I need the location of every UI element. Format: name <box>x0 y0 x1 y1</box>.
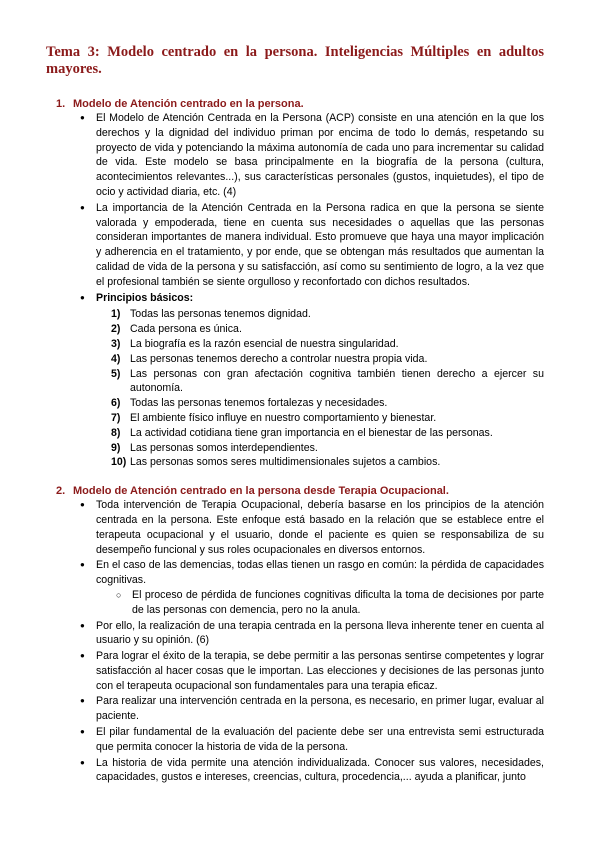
list-item: ● Por ello, la realización de una terapia centrada en la persona lleva inherente tener en cuenta al usuario y su opinión. (6) <box>96 619 544 649</box>
section-1-number: 1. <box>56 98 66 110</box>
principle-text: Cada persona es única. <box>130 323 242 336</box>
principle-item <box>111 322 544 337</box>
principle-text: Todas las personas tenemos fortalezas y necesidades. <box>130 397 388 410</box>
section-2 <box>46 484 544 785</box>
sub-list-item: ○ El proceso de pérdida de funciones cognitivas dificulta la toma de decisiones por parte de las personas con demencia, pero no la anula. <box>132 588 544 618</box>
list-item: ● El pilar fundamental de la evaluación del paciente debe ser una entrevista semi estructurada que permita conocer la historia de vida de la persona. <box>96 725 544 755</box>
principle-number: 7) <box>111 411 121 424</box>
list-item: ● La importancia de la Atención Centrada en la Persona radica en que la persona se siente valorada y empoderada, tiene en cuenta sus necesidades o aquellas que las personas consideran importantes de manera individual. Esto promueve que haya una mayor implicación y adherencia en el tratamiento, y por ende, que se obtengan más resultados que aumentan la calidad de vida de la persona y su satisfacción, así como su sentimiento de logro, a la vez que el profesional también se siente orgulloso y reconfortado con dichos resultados. <box>96 201 544 290</box>
principle-text: La biografía es la razón esencial de nuestra singularidad. <box>130 337 399 350</box>
principle-number: 6) <box>111 397 121 410</box>
principle-item <box>111 367 544 397</box>
principle-text: Todas las personas tenemos dignidad. <box>130 308 311 321</box>
section-2-heading <box>46 484 544 498</box>
principle-text: El ambiente físico influye en nuestro comportamiento y bienestar. <box>130 411 437 424</box>
list-item: ● El Modelo de Atención Centrada en la Persona (ACP) consiste en una atención en la que los derechos y la dignidad del individuo priman por encima de todo lo demás, respetando su proyecto de vida y potenciando la máxima autonomía de cada uno para incrementar su calidad de vida. Este modelo se basa principalmente en la biografía de la persona (cultura, acontecimientos relevantes...), sus características personales (gustos, inquietudes), el tipo de ocio y actividad diaria, etc. (4) <box>96 111 544 200</box>
list-item: ● Para realizar una intervención centrada en la persona, es necesario, en primer lugar, evaluar al paciente. <box>96 694 544 724</box>
principles-label: Principios básicos: <box>96 291 194 304</box>
principle-number: 3) <box>111 337 121 350</box>
section-1-bullet-list <box>46 111 544 470</box>
principle-number: 5) <box>111 367 121 380</box>
section-1-heading <box>46 97 544 111</box>
principle-item <box>111 441 544 456</box>
principle-number: 4) <box>111 352 121 365</box>
principles-list <box>96 307 544 470</box>
list-item: ● La historia de vida permite una atención individualizada. Conocer sus valores, necesidades, capacidades, gustos e intereses, creencias, cultura, procedencia,... ayuda a planificar, junto <box>96 756 544 786</box>
section-1-title: Modelo de Atención centrado en la persona. <box>73 98 304 110</box>
principle-text: La actividad cotidiana tiene gran importancia en el bienestar de las personas. <box>130 426 493 439</box>
list-item: ● Toda intervención de Terapia Ocupacional, debería basarse en los principios de la atención centrada en la persona. Este enfoque está basado en la relación que se establece entre el terapeuta ocupacional y el usuario, donde el paciente es quien se responsabiliza de su desempeño funcional y sus roles ocupacionales en diversos entornos. <box>96 498 544 557</box>
principle-number: 9) <box>111 441 121 454</box>
principle-item <box>111 396 544 411</box>
list-item: ● Para lograr el éxito de la terapia, se debe permitir a las personas sentirse competentes y lograr satisfacción al hacer cosas que le importan. Las elecciones y decisiones de las personas junto con el terapeuta ocupacional son fundamentales para una terapia eficaz. <box>96 649 544 693</box>
principles-item <box>96 291 544 471</box>
principle-number: 2) <box>111 323 121 336</box>
principle-item <box>111 352 544 367</box>
section-2-number: 2. <box>56 485 66 498</box>
principle-item <box>111 426 544 441</box>
principle-number: 10) <box>111 456 127 469</box>
document-title: Tema 3: Modelo centrado en la persona. Inteligencias Múltiples en adultos mayores. <box>46 44 544 77</box>
list-item-text: En el caso de las demencias, todas ellas tienen un rasgo en común: la pérdida de capacidades cognitivas. <box>96 559 544 587</box>
principle-item <box>111 337 544 352</box>
principle-item <box>111 307 544 322</box>
principle-text: Las personas con gran afectación cognitiva también tienen derecho a ejercer su autonomía. <box>130 367 544 395</box>
section-1 <box>46 97 544 470</box>
principle-text: Las personas somos interdependientes. <box>130 441 318 454</box>
principle-text: Las personas somos seres multidimensionales sujetos a cambios. <box>130 456 441 469</box>
section-2-bullet-list <box>46 498 544 785</box>
list-item <box>96 558 544 617</box>
sub-bullet-list <box>96 588 544 618</box>
principle-item <box>111 455 544 470</box>
principle-item <box>111 411 544 426</box>
principle-text: Las personas tenemos derecho a controlar nuestra propia vida. <box>130 352 428 365</box>
principle-number: 1) <box>111 308 121 321</box>
section-2-title: Modelo de Atención centrado en la persona desde Terapia Ocupacional. <box>73 485 449 498</box>
principle-number: 8) <box>111 426 121 439</box>
